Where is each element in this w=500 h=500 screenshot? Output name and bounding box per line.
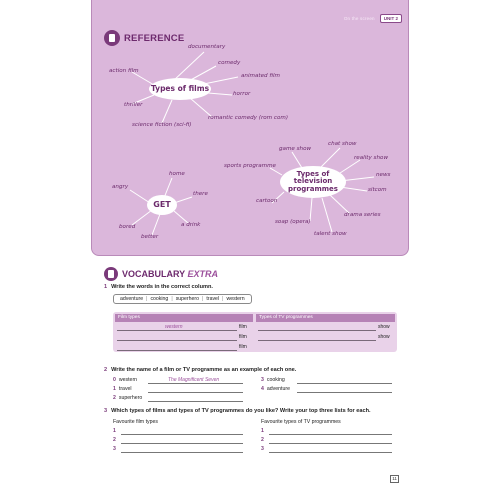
- question-3: 3 Which types of films and types of TV programmes do you like? Write your top three lists for each.: [104, 408, 371, 414]
- word-option: superhero: [175, 296, 200, 302]
- list-number: 3: [113, 446, 116, 452]
- answer-line[interactable]: [258, 330, 376, 331]
- tv-type: soap (opera): [275, 219, 311, 225]
- film-type: comedy: [218, 60, 241, 66]
- get-collocation: there: [193, 191, 208, 197]
- films-hub: Types of films: [149, 78, 211, 100]
- tv-type: game show: [279, 146, 312, 152]
- film-type: animated film: [241, 73, 280, 79]
- film-type: horror: [233, 91, 251, 97]
- word-option: adventure: [120, 296, 144, 302]
- q2-item: 2 superhero: [113, 395, 143, 401]
- list-number: 2: [261, 437, 264, 443]
- tv-hub: Types of television programmes: [280, 166, 346, 198]
- film-type: thriller: [124, 102, 143, 108]
- tv-type: talent show: [314, 231, 347, 237]
- get-collocation: angry: [112, 184, 129, 190]
- answer-line[interactable]: [117, 350, 237, 351]
- section-title: On the screen: [343, 16, 375, 21]
- answer-line[interactable]: [117, 340, 237, 341]
- unit-badge: UNIT 2: [380, 14, 402, 23]
- film-type: romantic comedy (rom com): [208, 115, 289, 121]
- q2-item: 3 cooking: [261, 377, 285, 383]
- suffix-film: film: [239, 344, 247, 350]
- tv-type: sitcom: [368, 187, 387, 193]
- reference-title: REFERENCE: [124, 32, 185, 44]
- answer-line[interactable]: [269, 434, 392, 435]
- answer-line[interactable]: [148, 401, 243, 402]
- word-option: cooking: [150, 296, 169, 302]
- list-number: 1: [261, 428, 264, 434]
- column-header-tv: Types of TV programmes: [256, 314, 395, 322]
- tv-type: sports programme: [224, 163, 276, 169]
- reference-panel: [91, 0, 409, 256]
- page-number: 11: [392, 476, 397, 481]
- tv-type: drama series: [344, 212, 381, 218]
- tv-type: reality show: [354, 155, 389, 161]
- get-collocation: home: [169, 171, 185, 177]
- favourite-tv-label: Favourite types of TV programmes: [261, 419, 341, 425]
- notebook-icon: [104, 267, 118, 281]
- column-header-films: Film types: [115, 314, 253, 322]
- answer-line[interactable]: [269, 452, 392, 453]
- question-2: 2 Write the name of a film or TV programme as an example of each one.: [104, 367, 297, 373]
- suffix-film: film: [239, 324, 247, 330]
- suffix-film: film: [239, 334, 247, 340]
- film-type: documentary: [188, 44, 226, 50]
- tv-type: cartoon: [256, 198, 278, 204]
- tv-type: chat show: [328, 141, 357, 147]
- favourite-films-label: Favourite film types: [113, 419, 158, 425]
- answer-line[interactable]: [148, 383, 243, 384]
- suffix-show: show: [378, 324, 390, 330]
- q2-example-answer: The Magnificent Seven: [168, 377, 220, 383]
- list-number: 3: [261, 446, 264, 452]
- answer-line[interactable]: [258, 340, 376, 341]
- get-collocation: bored: [119, 224, 136, 230]
- answer-line[interactable]: [297, 383, 392, 384]
- suffix-show: show: [378, 334, 390, 340]
- get-collocation: better: [141, 234, 159, 240]
- answer-line[interactable]: [297, 392, 392, 393]
- answer-table: [113, 312, 397, 352]
- q2-item: 1 travel: [113, 386, 132, 392]
- word-box: adventure | cooking | superhero | travel | western: [113, 294, 252, 304]
- get-hub: GET: [147, 195, 177, 215]
- vocabulary-extra-heading: [104, 267, 218, 281]
- word-option: western: [226, 296, 245, 302]
- list-number: 2: [113, 437, 116, 443]
- get-collocation: a drink: [181, 222, 201, 228]
- word-option: travel: [206, 296, 220, 302]
- answer-line[interactable]: [148, 392, 243, 393]
- film-type: science fiction (sci-fi): [132, 122, 192, 128]
- answer-line[interactable]: [117, 330, 237, 331]
- example-answer: western: [165, 324, 183, 330]
- tv-type: news: [376, 172, 391, 178]
- answer-line[interactable]: [269, 443, 392, 444]
- vocabulary-extra-title: VOCABULARY EXTRA: [122, 269, 219, 279]
- answer-line[interactable]: [121, 443, 243, 444]
- list-number: 1: [113, 428, 116, 434]
- answer-line[interactable]: [121, 434, 243, 435]
- answer-line[interactable]: [121, 452, 243, 453]
- q2-item: 4 adventure: [261, 386, 290, 392]
- question-1: 1 Write the words in the correct column.: [104, 284, 213, 290]
- q2-item: 0 western: [113, 377, 138, 383]
- film-type: action film: [109, 68, 139, 74]
